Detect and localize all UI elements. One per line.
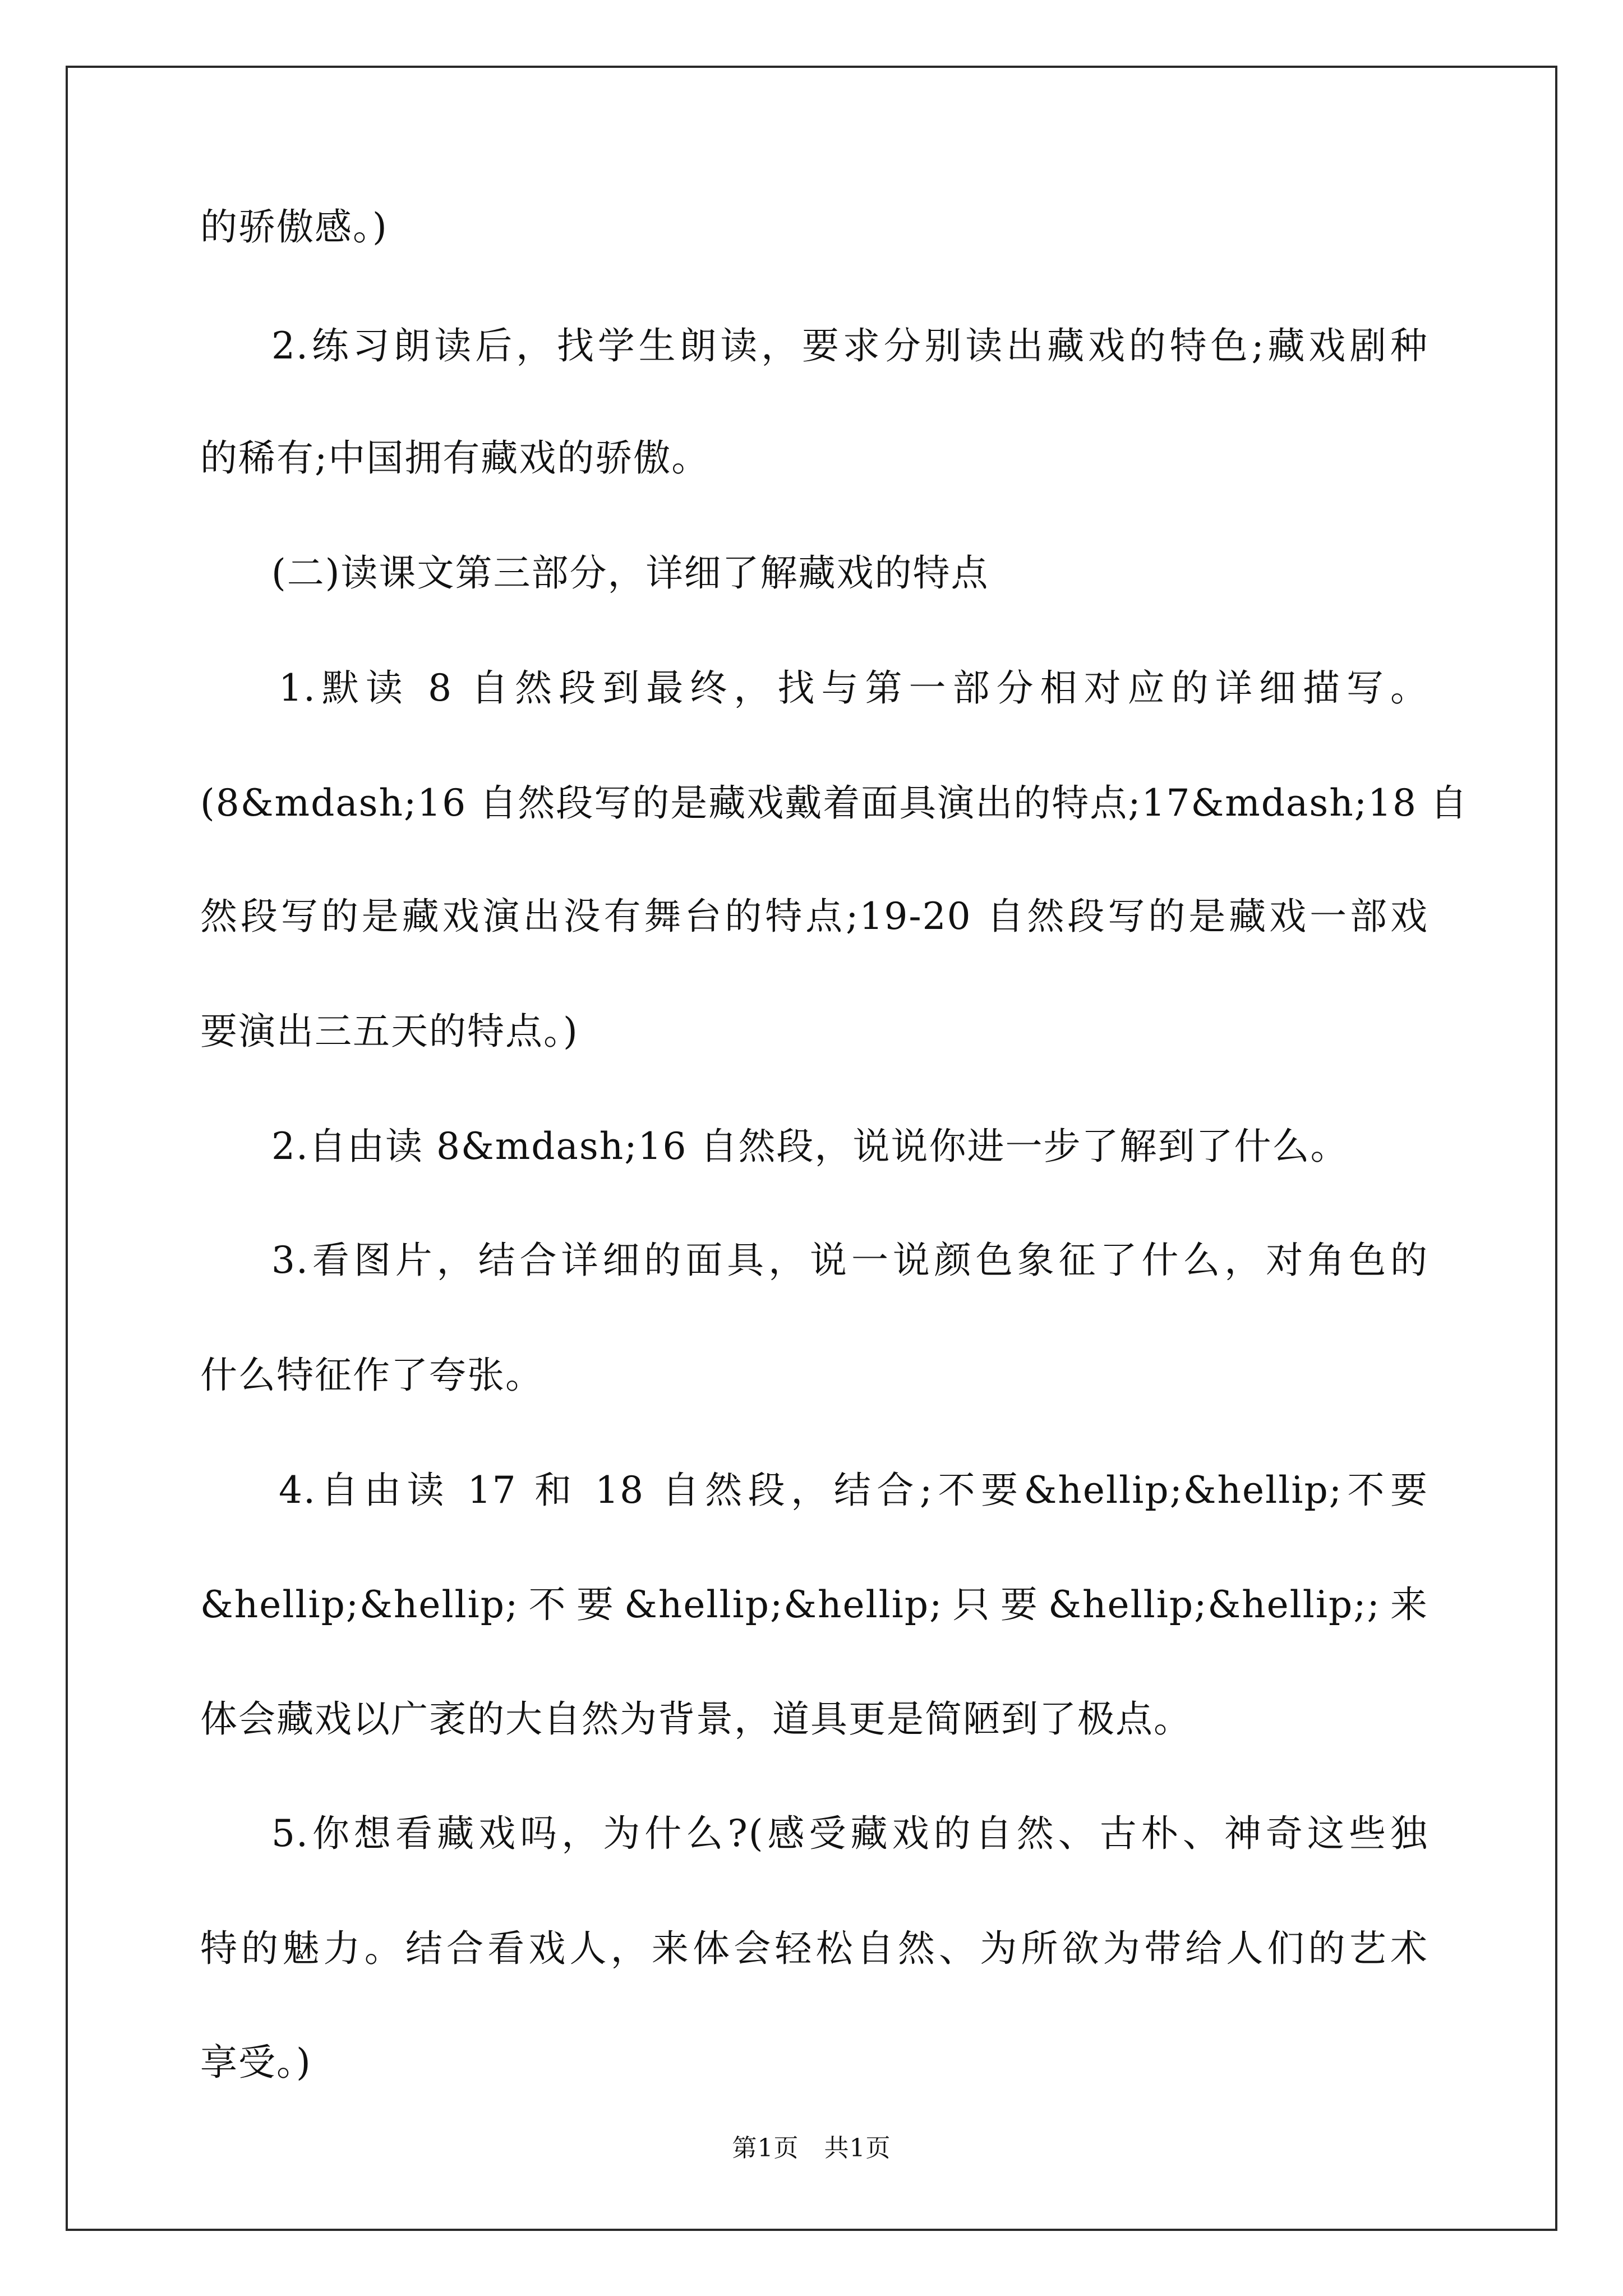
text-line-14: 体会藏戏以广袤的大自然为背景，道具更是简陋到了极点。	[200, 1697, 1192, 1741]
text-line-2: 2.练习朗读后，找学生朗读，要求分别读出藏戏的特色;藏戏剧种	[271, 324, 1428, 367]
section-heading: (二)读课文第三部分，详细了解藏戏的特点	[271, 551, 989, 595]
text-line-10: 3.看图片，结合详细的面具，说一说颜色象征了什么，对角色的	[271, 1239, 1428, 1282]
text-line-5: 1.默读 8 自然段到最终，找与第一部分相对应的详细描写。	[279, 666, 1428, 710]
text-line-8: 要演出三五天的特点。)	[200, 1010, 579, 1053]
text-line-1: 的骄傲感。)	[200, 205, 388, 249]
text-line-3: 的稀有;中国拥有藏戏的骄傲。	[200, 436, 710, 480]
text-line-13: &hellip;&hellip;不要&hellip;&hellip;只要&hellip;&hellip;;来	[200, 1583, 1428, 1626]
page-number: 第1页 共1页	[732, 2134, 891, 2162]
text-line-11: 什么特征作了夸张。	[200, 1354, 543, 1397]
text-line-16: 特的魅力。结合看戏人，来体会轻松自然、为所欲为带给人们的艺术	[200, 1927, 1428, 1970]
text-line-9: 2.自由读 8&mdash;16 自然段，说说你进一步了解到了什么。	[271, 1125, 1349, 1168]
text-line-7: 然段写的是藏戏演出没有舞台的特点;19-20 自然段写的是藏戏一部戏	[200, 895, 1428, 938]
text-line-12: 4.自由读 17 和 18 自然段，结合;不要&hellip;&hellip;不要	[279, 1469, 1428, 1512]
text-line-17: 享受。)	[200, 2041, 312, 2084]
text-line-15: 5.你想看藏戏吗，为什么?(感受藏戏的自然、古朴、神奇这些独	[271, 1812, 1428, 1855]
text-line-6: (8&mdash;16 自然段写的是藏戏戴着面具演出的特点;17&mdash;18 自	[200, 781, 1468, 825]
